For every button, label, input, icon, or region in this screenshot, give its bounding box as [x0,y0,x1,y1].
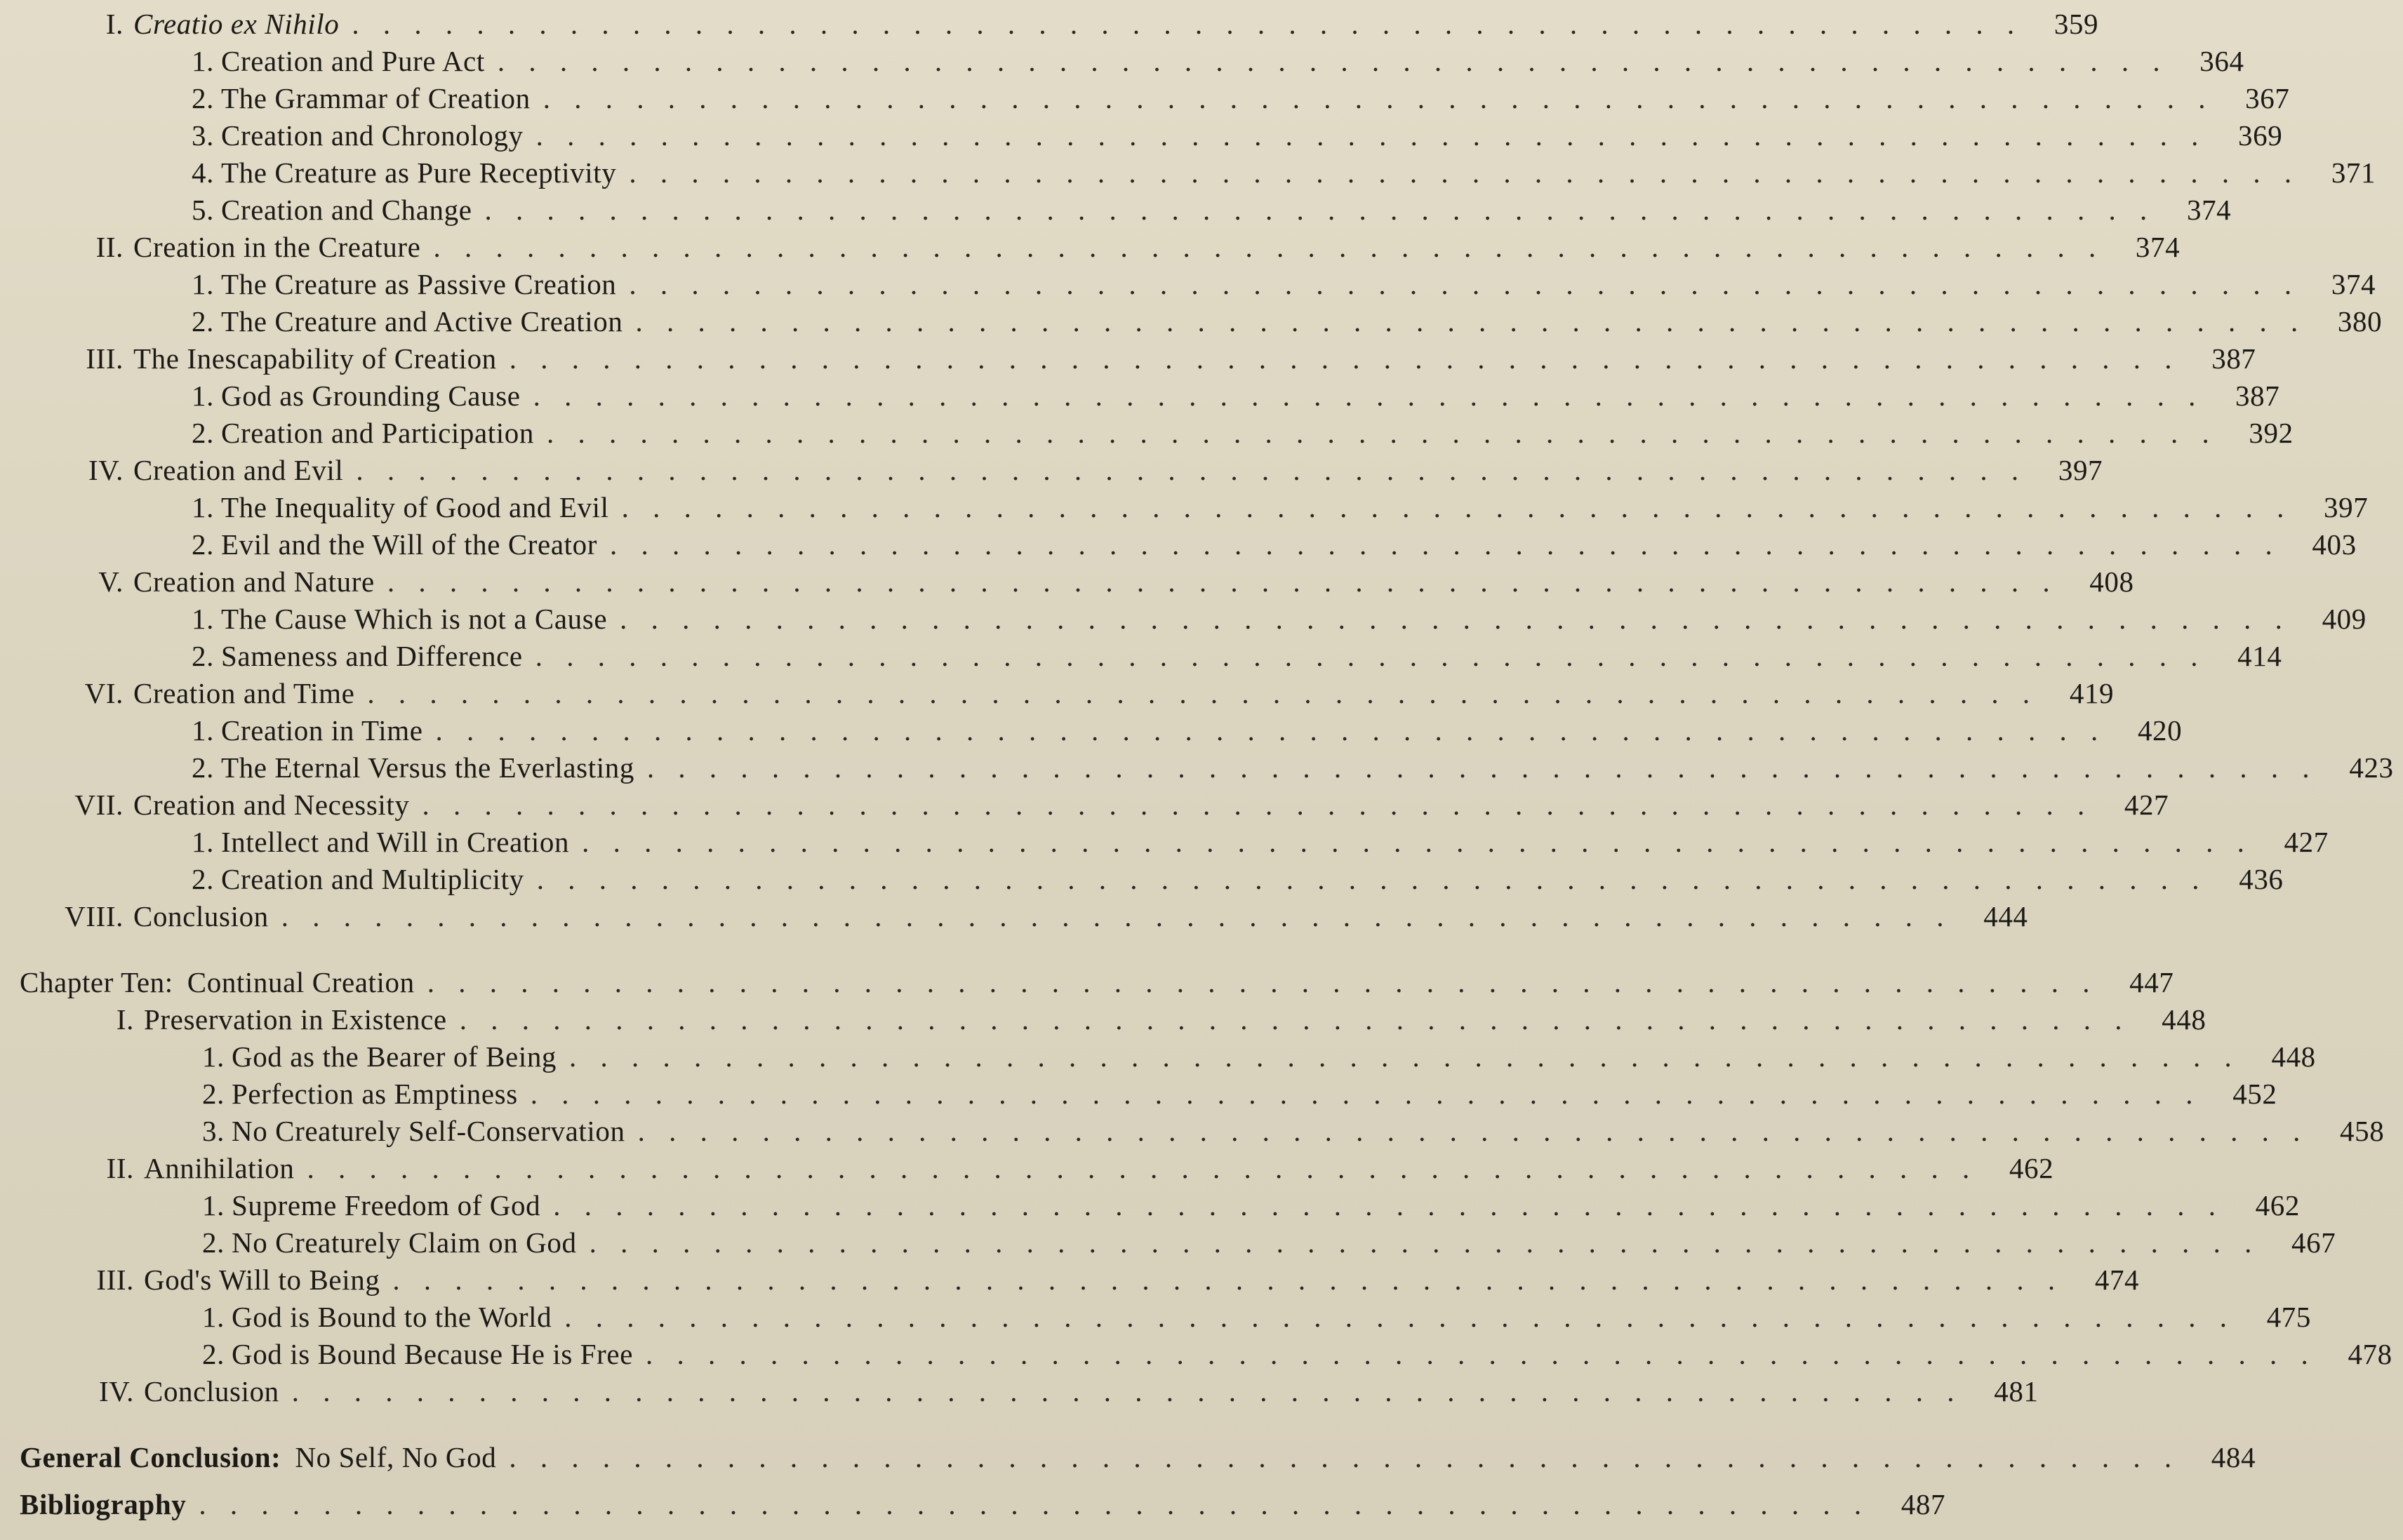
page-number: 367 [2245,82,2290,114]
subsection-title: Creation and Multiplicity [221,863,524,895]
page-number: 427 [2124,789,2169,821]
section-title: God's Will to Being [144,1264,380,1296]
leader-dots: . . . . . . . . . . . . . . . . . . . . . . . . . . . . . . . . . . . . . . . . . . . . . . . . . . . . . . [536,863,2208,895]
page-number: 380 [2337,305,2383,337]
subsection-numeral: 1. [192,714,214,746]
toc-section-row [0,676,2115,713]
section-title: Conclusion [133,900,269,932]
toc-subsection-row [0,862,2284,899]
leader-dots: . . . . . . . . . . . . . . . . . . . . . . . . . . . . . . . . . . . . . . . . . . . . . . . . . . . . . . [569,1040,2240,1073]
subsection-title: Perfection as Emptiness [232,1078,518,1110]
subsection-title: The Grammar of Creation [221,82,531,114]
page-number: 364 [2199,45,2244,77]
subsection-numeral: 2. [202,1226,225,1259]
section-title: Creation and Time [133,677,355,709]
toc-subsection-row [0,1114,2385,1151]
subsection-numeral: 1. [192,45,214,77]
leader-dots: . . . . . . . . . . . . . . . . . . . . . . . . . . . . . . . . . . . . . . . . . . . . . . . . . . . . . . [582,826,2253,858]
page-number: 397 [2324,491,2369,523]
toc-subsection-row [0,1226,2336,1262]
toc-subsection-row [0,81,2290,118]
section-title: Conclusion [144,1375,279,1407]
leader-dots: . . . . . . . . . . . . . . . . . . . . . . . . . . . . . . . . . . . . . . . . . . . . . . . . . . . . . . [553,1189,2224,1221]
toc-subsection-row [0,304,2383,341]
section-numeral: VI. [84,677,124,709]
page-number: 427 [2284,826,2329,858]
toc-section-row [0,788,2169,824]
subsection-numeral: 3. [202,1115,225,1147]
toc-general-conclusion-row [0,1440,2256,1477]
subsection-title: Creation and Change [221,194,472,226]
leader-dots: . . . . . . . . . . . . . . . . . . . . . . . . . . . . . . . . . . . . . . . . . . . . . . . . . . . . . . [546,417,2218,449]
toc-bibliography-row [0,1487,1946,1524]
leader-dots: . . . . . . . . . . . . . . . . . . . . . . . . . . . . . . . . . . . . . . . . . . . . . . . . . . . . . . [427,966,2098,998]
subsection-numeral: 5. [192,194,214,226]
page-number: 414 [2237,640,2282,672]
subsection-title: The Cause Which is not a Cause [221,603,608,635]
toc-subsection-row [0,602,2367,638]
subsection-numeral: 2. [192,751,214,784]
section-title: Creation in the Creature [133,231,421,263]
subsection-title: The Creature as Pure Receptivity [221,156,617,189]
section-numeral: I. [116,1003,134,1036]
toc-subsection-row [0,267,2376,304]
page-number: 474 [2094,1264,2140,1296]
toc-subsection-row [0,1189,2300,1225]
page-number: 359 [2053,8,2099,40]
subsection-numeral: 1. [192,380,214,412]
page-number: 408 [2089,565,2134,598]
toc-section-row [0,342,2256,378]
leader-dots: . . . . . . . . . . . . . . . . . . . . . . . . . . . . . . . . . . . . . . . . . . . . . . . . . . . . . . [589,1226,2261,1259]
leader-dots: . . . . . . . . . . . . . . . . . . . . . . . . . . . . . . . . . . . . . . . . . . . . . . . . . . . . . . [433,231,2105,263]
leader-dots: . . . . . . . . . . . . . . . . . . . . . . . . . . . . . . . . . . . . . . . . . . . . . . . . . . . . . . [564,1301,2236,1333]
page-number: 419 [2069,677,2115,709]
subsection-title: Evil and the Will of the Creator [221,528,597,561]
subsection-title: God as Grounding Cause [221,380,521,412]
section-numeral: II. [106,1152,134,1184]
leader-dots: . . . . . . . . . . . . . . . . . . . . . . . . . . . . . . . . . . . . . . . . . . . . . . . . . . . . . . [621,491,2293,523]
subsection-title: Creation and Participation [221,417,534,449]
leader-dots: . . . . . . . . . . . . . . . . . . . . . . . . . . . . . . . . . . . . . . . . . . . . . . . . . . . . . . [535,640,2206,672]
leader-dots: . . . . . . . . . . . . . . . . . . . . . . . . . . . . . . . . . . . . . . . . . . . . . . . . . . . . . . [392,1264,2064,1296]
chapter-title: Continual Creation [187,966,415,998]
subsection-title: No Creaturely Self-Conservation [232,1115,625,1147]
leader-dots: . . . . . . . . . . . . . . . . . . . . . . . . . . . . . . . . . . . . . . . . . . . . . . . . . . . . . . [629,268,2301,300]
section-numeral: IV. [88,454,124,486]
page-number: 467 [2291,1226,2336,1259]
subsection-numeral: 1. [192,491,214,523]
subsection-title: The Eternal Versus the Everlasting [221,751,634,784]
toc-section-row [0,1003,2206,1039]
toc-subsection-row [0,825,2329,862]
toc-subsection-row [0,193,2232,229]
page-number: 481 [1994,1375,2039,1407]
page-number: 487 [1901,1488,1946,1520]
general-conclusion-label: General Conclusion: [20,1441,281,1473]
toc-section-row [0,7,2099,43]
page-number: 448 [2162,1003,2206,1036]
page-number: 420 [2137,714,2183,746]
leader-dots: . . . . . . . . . . . . . . . . . . . . . . . . . . . . . . . . . . . . . . . . . . . . . . . . . . . . . . [635,305,2307,337]
page-number: 392 [2249,417,2294,449]
page-number: 436 [2239,863,2284,895]
page-number: 484 [2211,1441,2256,1473]
page-number: 452 [2232,1078,2277,1110]
page-number: 458 [2340,1115,2385,1147]
toc-section-row [0,453,2103,490]
leader-dots: . . . . . . . . . . . . . . . . . . . . . . . . . . . . . . . . . . . . . . . . . . . . . . . . . . . . . . [387,565,2058,598]
leader-dots: . . . . . . . . . . . . . . . . . . . . . . . . . . . . . . . . . . . . . . . . . . . . . . . . . . . . . . [609,528,2281,561]
leader-dots: . . . . . . . . . . . . . . . . . . . . . . . . . . . . . . . . . . . . . . . . . . . . . . . . . . . . . . [530,1078,2202,1110]
bibliography-title: Bibliography [20,1488,187,1520]
general-conclusion-title: No Self, No God [295,1441,497,1473]
leader-dots: . . . . . . . . . . . . . . . . . . . . . . . . . . . . . . . . . . . . . . . . . . . . . . . . . . . . . . [435,714,2107,746]
toc-subsection-row [0,1077,2277,1113]
subsection-numeral: 1. [192,826,214,858]
page-number: 478 [2348,1338,2392,1370]
subsection-title: The Creature and Active Creation [221,305,623,337]
leader-dots: . . . . . . . . . . . . . . . . . . . . . . . . . . . . . . . . . . . . . . . . . . . . . . . . . . . . . . [352,8,2023,40]
subsection-title: God is Bound to the World [232,1301,552,1333]
leader-dots: . . . . . . . . . . . . . . . . . . . . . . . . . . . . . . . . . . . . . . . . . . . . . . . . . . . . . . [484,194,2156,226]
leader-dots: . . . . . . . . . . . . . . . . . . . . . . . . . . . . . . . . . . . . . . . . . . . . . . . . . . . . . . [497,45,2169,77]
toc-subsection-row [0,416,2294,453]
subsection-numeral: 2. [192,640,214,672]
section-title: The Inescapability of Creation [133,342,497,375]
subsection-numeral: 2. [192,417,214,449]
page-number: 448 [2271,1040,2316,1073]
leader-dots: . . . . . . . . . . . . . . . . . . . . . . . . . . . . . . . . . . . . . . . . . . . . . . . . . . . . . . [199,1488,1870,1520]
subsection-numeral: 2. [202,1338,225,1370]
leader-dots: . . . . . . . . . . . . . . . . . . . . . . . . . . . . . . . . . . . . . . . . . . . . . . . . . . . . . . [646,1338,2317,1370]
subsection-numeral: 1. [192,268,214,300]
leader-dots: . . . . . . . . . . . . . . . . . . . . . . . . . . . . . . . . . . . . . . . . . . . . . . . . . . . . . . [281,900,1952,932]
leader-dots: . . . . . . . . . . . . . . . . . . . . . . . . . . . . . . . . . . . . . . . . . . . . . . . . . . . . . . [307,1152,1978,1184]
leader-dots: . . . . . . . . . . . . . . . . . . . . . . . . . . . . . . . . . . . . . . . . . . . . . . . . . . . . . . [637,1115,2309,1147]
section-title: Creatio ex Nihilo [133,8,340,40]
page-number: 387 [2211,342,2256,375]
page-number: 374 [2331,268,2376,300]
subsection-numeral: 4. [192,156,214,189]
toc-section-row [0,1374,2039,1411]
subsection-numeral: 2. [202,1078,225,1110]
subsection-numeral: 1. [192,603,214,635]
section-numeral: VIII. [65,900,124,932]
subsection-numeral: 1. [202,1189,225,1221]
leader-dots: . . . . . . . . . . . . . . . . . . . . . . . . . . . . . . . . . . . . . . . . . . . . . . . . . . . . . . [535,119,2207,152]
section-numeral: IV. [98,1375,134,1407]
toc-subsection-row [0,528,2357,564]
section-title: Creation and Nature [133,565,375,598]
leader-dots: . . . . . . . . . . . . . . . . . . . . . . . . . . . . . . . . . . . . . . . . . . . . . . . . . . . . . . [629,156,2301,189]
subsection-title: Creation and Pure Act [221,45,485,77]
subsection-title: The Creature as Passive Creation [221,268,617,300]
page-number: 447 [2129,966,2174,998]
subsection-numeral: 2. [192,305,214,337]
toc-section-row [0,565,2134,601]
subsection-title: Intellect and Will in Creation [221,826,570,858]
leader-dots: . . . . . . . . . . . . . . . . . . . . . . . . . . . . . . . . . . . . . . . . . . . . . . . . . . . . . . [533,380,2204,412]
subsection-numeral: 1. [202,1301,225,1333]
toc-section-row [0,1151,2054,1188]
leader-dots: . . . . . . . . . . . . . . . . . . . . . . . . . . . . . . . . . . . . . . . . . . . . . . . . . . . . . . [620,603,2291,635]
leader-dots: . . . . . . . . . . . . . . . . . . . . . . . . . . . . . . . . . . . . . . . . . . . . . . . . . . . . . . [356,454,2028,486]
toc-section-row [0,1263,2140,1299]
section-title: Creation and Necessity [133,789,410,821]
section-numeral: VII. [74,789,124,821]
section-title: Preservation in Existence [144,1003,447,1036]
page-number: 369 [2238,119,2283,152]
leader-dots: . . . . . . . . . . . . . . . . . . . . . . . . . . . . . . . . . . . . . . . . . . . . . . . . . . . . . . [509,1441,2181,1473]
page-number: 397 [2058,454,2103,486]
section-numeral: II. [95,231,124,263]
toc-subsection-row [0,1337,2392,1374]
subsection-title: God is Bound Because He is Free [232,1338,633,1370]
toc-subsection-row [0,1040,2316,1076]
subsection-title: Creation in Time [221,714,423,746]
toc-subsection-row [0,751,2394,787]
subsection-title: Creation and Chronology [221,119,524,152]
toc-subsection-row [0,44,2244,81]
leader-dots: . . . . . . . . . . . . . . . . . . . . . . . . . . . . . . . . . . . . . . . . . . . . . . . . . . . . . . [291,1375,1963,1407]
toc-chapter-row [0,965,2174,1002]
toc-subsection-row [0,490,2369,527]
toc-subsection-row [0,156,2376,192]
page-number: 374 [2135,231,2181,263]
section-numeral: III. [86,342,124,375]
chapter-label: Chapter Ten: [20,966,173,998]
subsection-numeral: 3. [192,119,214,152]
page-number: 371 [2331,156,2376,189]
subsection-numeral: 2. [192,528,214,561]
page-number: 409 [2322,603,2367,635]
leader-dots: . . . . . . . . . . . . . . . . . . . . . . . . . . . . . . . . . . . . . . . . . . . . . . . . . . . . . . [542,82,2214,114]
page-number: 462 [2255,1189,2300,1221]
subsection-numeral: 2. [192,863,214,895]
subsection-title: The Inequality of Good and Evil [221,491,609,523]
leader-dots: . . . . . . . . . . . . . . . . . . . . . . . . . . . . . . . . . . . . . . . . . . . . . . . . . . . . . . [422,789,2094,821]
leader-dots: . . . . . . . . . . . . . . . . . . . . . . . . . . . . . . . . . . . . . . . . . . . . . . . . . . . . . . [509,342,2181,375]
leader-dots: . . . . . . . . . . . . . . . . . . . . . . . . . . . . . . . . . . . . . . . . . . . . . . . . . . . . . . [367,677,2039,709]
leader-dots: . . . . . . . . . . . . . . . . . . . . . . . . . . . . . . . . . . . . . . . . . . . . . . . . . . . . . . [459,1003,2131,1036]
page-number: 387 [2235,380,2280,412]
subsection-title: Supreme Freedom of God [232,1189,541,1221]
toc-section-row [0,899,2028,936]
subsection-title: No Creaturely Claim on God [232,1226,577,1259]
subsection-numeral: 1. [202,1040,225,1073]
page-number: 403 [2312,528,2357,561]
leader-dots: . . . . . . . . . . . . . . . . . . . . . . . . . . . . . . . . . . . . . . . . . . . . . . . . . . . . . . [646,751,2318,784]
subsection-numeral: 2. [192,82,214,114]
page-number: 444 [1983,900,2028,932]
toc-subsection-row [0,119,2283,155]
section-title: Annihilation [144,1152,295,1184]
section-numeral: III. [96,1264,134,1296]
section-title: Creation and Evil [133,454,344,486]
page-number: 462 [2009,1152,2054,1184]
toc-subsection-row [0,714,2183,750]
subsection-title: Sameness and Difference [221,640,523,672]
section-numeral: V. [98,565,124,598]
toc-section-row [0,230,2181,267]
toc-subsection-row [0,379,2280,415]
toc-subsection-row [0,1300,2312,1337]
toc-subsection-row [0,639,2282,676]
page-number: 475 [2266,1301,2312,1333]
subsection-title: God as the Bearer of Being [232,1040,557,1073]
page-number: 423 [2349,751,2394,784]
section-numeral: I. [105,8,124,40]
page-number: 374 [2186,194,2232,226]
